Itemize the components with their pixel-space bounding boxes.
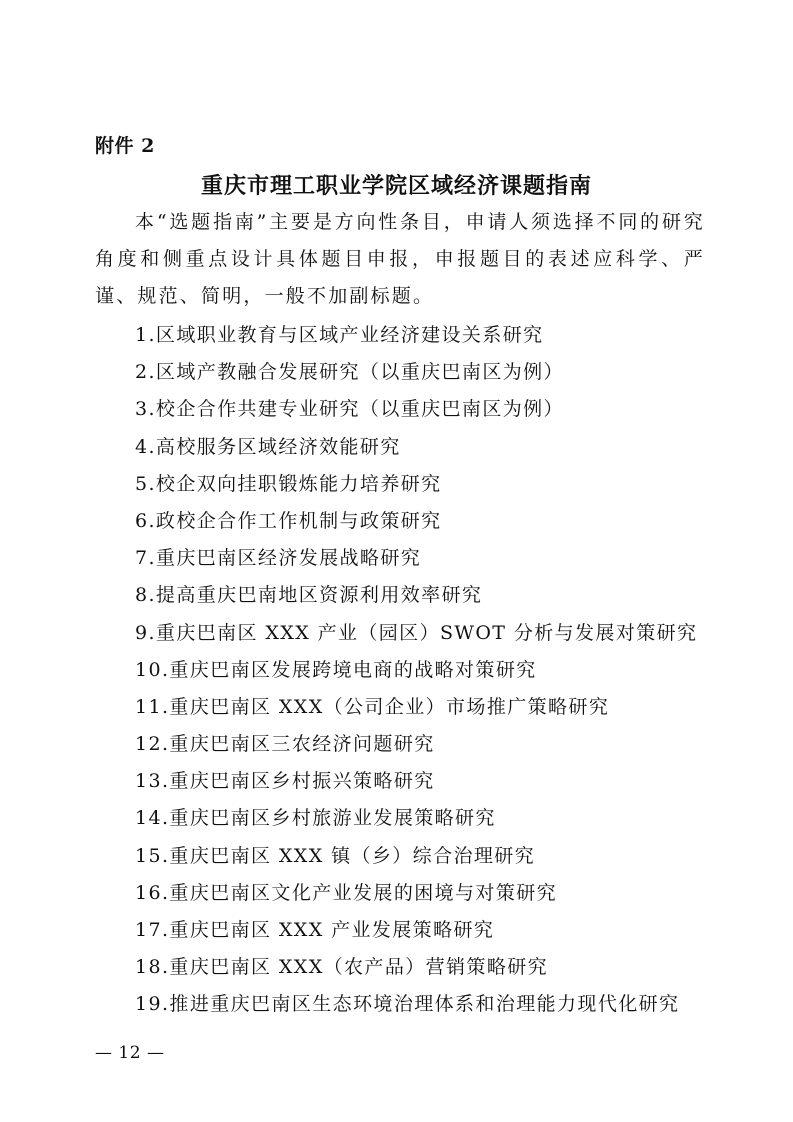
- topic-item: 11.重庆巴南区 XXX（公司企业）市场推广策略研究: [135, 695, 610, 718]
- topic-item: 1.区域职业教育与区域产业经济建设关系研究: [135, 324, 544, 346]
- topic-item: 13.重庆巴南区乡村振兴策略研究: [135, 770, 435, 793]
- topic-item: 3.校企合作共建专业研究（以重庆巴南区为例）: [135, 398, 564, 421]
- topic-item: 4.高校服务区域经济效能研究: [135, 435, 401, 458]
- topic-item: 15.重庆巴南区 XXX 镇（乡）综合治理研究: [135, 844, 536, 867]
- topic-item: 2.区域产教融合发展研究（以重庆巴南区为例）: [135, 361, 564, 384]
- topic-item: 19.推进重庆巴南区生态环境治理体系和治理能力现代化研究: [135, 993, 680, 1016]
- topic-item: 9.重庆巴南区 XXX 产业（园区）SWOT 分析与发展对策研究: [135, 621, 698, 644]
- topic-item: 18.重庆巴南区 XXX（农产品）营销策略研究: [135, 956, 549, 979]
- topic-item: 8.提高重庆巴南地区资源利用效率研究: [135, 584, 483, 607]
- topic-item: 7.重庆巴南区经济发展战略研究: [135, 547, 422, 570]
- topic-item: 10.重庆巴南区发展跨境电商的战略对策研究: [135, 658, 537, 681]
- document-title: 重庆市理工职业学院区域经济课题指南: [200, 173, 592, 199]
- page-number: — 12 —: [95, 1043, 165, 1063]
- intro-paragraph: 本“选题指南”主要是方向性条目，申请人须选择不同的研究角度和侧重点设计具体题目申报，申报题目的表述应科学、严谨、规范、简明，一般不加副标题。: [95, 211, 705, 307]
- topic-item: 17.重庆巴南区 XXX 产业发展策略研究: [135, 919, 495, 941]
- topic-item: 5.校企双向挂职锻炼能力培养研究: [135, 472, 442, 495]
- topic-list: [135, 317, 697, 1024]
- topic-item: 16.重庆巴南区文化产业发展的困境与对策研究: [135, 881, 558, 904]
- topic-item: 6.政校企合作工作机制与政策研究: [135, 509, 442, 532]
- attachment-label: 附件 2: [95, 135, 155, 157]
- topic-item: 12.重庆巴南区三农经济问题研究: [135, 733, 435, 756]
- topic-item: 14.重庆巴南区乡村旅游业发展策略研究: [135, 807, 496, 830]
